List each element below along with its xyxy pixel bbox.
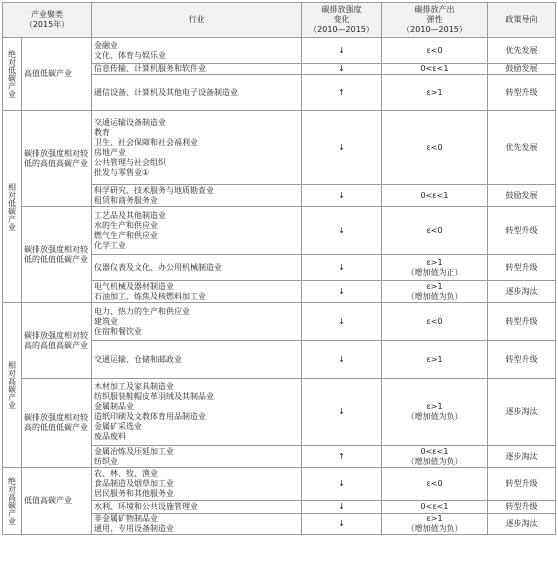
header-policy: 政策导向	[488, 3, 556, 38]
industry-cell: 交通运输、仓储和邮政业	[92, 341, 302, 379]
text-line: 水的生产和供应业	[94, 220, 159, 230]
industry-cell: 信息传输、计算机服务和软件业	[92, 64, 302, 75]
text-line: 非金属矿物制品业	[94, 514, 159, 523]
text-line: 卫生、社会保障和社会福利业	[94, 137, 199, 147]
text-line: （增加值为负）	[406, 456, 463, 466]
industry-cell	[92, 207, 302, 255]
intensity-cell: ↓	[302, 207, 382, 255]
text-line: 通用、专用设备制造业	[94, 524, 175, 533]
industry-cell	[92, 514, 302, 535]
elasticity-cell: 0<ε<1	[382, 185, 488, 207]
text-line: 建筑业	[94, 316, 119, 326]
text-line: 公共管理与社会组织	[94, 157, 167, 167]
elasticity-cell	[382, 514, 488, 535]
elasticity-cell: ε<0	[382, 468, 488, 501]
industry-cell	[92, 38, 302, 64]
text-line: （增加值为负）	[406, 412, 463, 421]
text-line: 房地产业	[94, 147, 127, 157]
text-line: 变化	[333, 15, 350, 24]
text-line: 电力、热力的生产和供应业	[94, 306, 191, 316]
subgroup-cell: 低值高碳产业	[22, 468, 92, 535]
text-line: 0<ε<1	[420, 446, 449, 456]
elasticity-cell: ε>1	[382, 341, 488, 379]
policy-cell: 逐步淘汰	[488, 514, 556, 535]
policy-cell: 逐步淘汰	[488, 446, 556, 468]
policy-cell: 转型升级	[488, 341, 556, 379]
text-line: 金属矿采选业	[94, 422, 143, 431]
intensity-cell: ↓	[302, 111, 382, 185]
table-row	[3, 468, 556, 501]
subgroup-cell: 碳排放强度相对较高的低值低碳产业	[22, 379, 92, 468]
group-cell-absolute-low-carbon: 绝对低碳产业	[3, 38, 22, 111]
text-line: 纺织业	[94, 456, 119, 466]
text-line: 科学研究、技术服务与地质勘查业	[94, 185, 215, 195]
policy-cell: 鼓励发展	[488, 185, 556, 207]
industry-cell	[92, 446, 302, 468]
industry-cell: 通信设备、计算机及其他电子设备制造业	[92, 75, 302, 111]
intensity-cell: ↓	[302, 501, 382, 514]
text-line: ε>1	[426, 257, 443, 267]
text-line: 纺织服装鞋帽皮革羽绒及其制品业	[94, 392, 215, 401]
table-row	[3, 38, 556, 64]
industry-cell	[92, 379, 302, 446]
intensity-cell: ↓	[302, 38, 382, 64]
text-line: 造纸印刷及文教体育用品制造业	[94, 412, 207, 421]
text-line: 金属冶炼及压延加工业	[94, 446, 175, 456]
elasticity-cell	[382, 379, 488, 446]
elasticity-cell	[382, 281, 488, 303]
text-line: ε>1	[426, 514, 443, 523]
intensity-cell: ↑	[302, 446, 382, 468]
text-line: 弹性	[426, 15, 443, 24]
table-row	[3, 207, 556, 255]
elasticity-cell: 0<ε<1	[382, 64, 488, 75]
text-line: 木材加工及家具制造业	[94, 382, 175, 391]
intensity-cell: ↓	[302, 281, 382, 303]
industry-cell	[92, 281, 302, 303]
text-line: 租赁和商务服务业	[94, 195, 159, 205]
text-line: （增加值为正）	[406, 267, 463, 277]
intensity-cell: ↓	[302, 185, 382, 207]
subgroup-cell: 高值低碳产业	[22, 38, 92, 111]
text-line: 产业聚类	[31, 10, 63, 19]
industry-cell	[92, 111, 302, 185]
group-cell-relative-low-carbon: 相对低碳产业	[3, 111, 22, 303]
intensity-cell: ↓	[302, 468, 382, 501]
elasticity-cell: ε<0	[382, 207, 488, 255]
table-row	[3, 303, 556, 341]
policy-cell: 优先发展	[488, 38, 556, 64]
policy-cell: 转型升级	[488, 303, 556, 341]
table-header-row	[3, 3, 556, 38]
text-line: 食品制造及烟草加工业	[94, 479, 175, 488]
text-line: 石油加工、炼焦及核燃料加工业	[94, 291, 207, 301]
industry-cell	[92, 303, 302, 341]
industry-policy-table	[2, 2, 556, 535]
header-industry: 行业	[92, 3, 302, 38]
policy-cell: 优先发展	[488, 111, 556, 185]
elasticity-cell: ε>1	[382, 75, 488, 111]
intensity-cell: ↓	[302, 303, 382, 341]
intensity-cell: ↓	[302, 379, 382, 446]
industry-cell: 水利、环境和公共设施管理业	[92, 501, 302, 514]
subgroup-cell: 碳排放强度相对较低的高值高碳产业	[22, 111, 92, 207]
group-cell-relative-high-carbon: 相对高碳产业	[3, 303, 22, 468]
intensity-cell: ↓	[302, 341, 382, 379]
text-line: （2010—2015）	[309, 25, 374, 34]
text-line: 碳排放强度	[321, 5, 362, 14]
policy-cell: 转型升级	[488, 468, 556, 501]
text-line: 化学工业	[94, 240, 127, 250]
text-line: 农、林、牧、渔业	[94, 469, 159, 478]
header-intensity	[302, 3, 382, 38]
intensity-cell: ↓	[302, 255, 382, 281]
industry-cell	[92, 185, 302, 207]
header-category	[3, 3, 92, 38]
text-line: 交通运输设备制造业	[94, 117, 167, 127]
text-line: 工艺品及其他制造业	[94, 210, 167, 220]
text-line: 碳排放产出	[414, 5, 455, 14]
subgroup-cell: 碳排放强度相对较低的低值低碳产业	[22, 207, 92, 303]
industry-cell: 仪器仪表及文化、办公用机械制造业	[92, 255, 302, 281]
text-line: 金属制品业	[94, 402, 135, 411]
elasticity-cell	[382, 255, 488, 281]
text-line: （2015年）	[24, 20, 70, 29]
text-line: ε>1	[426, 281, 443, 291]
policy-cell: 转型升级	[488, 255, 556, 281]
text-line: ε>1	[426, 402, 443, 411]
policy-cell: 逐步淘汰	[488, 281, 556, 303]
table-row	[3, 379, 556, 446]
industry-cell	[92, 468, 302, 501]
text-line: 居民服务和其他服务业	[94, 489, 175, 498]
elasticity-cell	[382, 446, 488, 468]
text-line: 燃气生产和供应业	[94, 230, 159, 240]
elasticity-cell: 0<ε<1	[382, 501, 488, 514]
policy-cell: 转型升级	[488, 207, 556, 255]
policy-cell: 转型升级	[488, 501, 556, 514]
text-line: （2010—2015）	[402, 25, 467, 34]
text-line: （增加值为负）	[406, 291, 463, 301]
text-line: 电气机械及器材制造业	[94, 281, 175, 291]
group-cell-absolute-high-carbon: 绝对高碳产业	[3, 468, 22, 535]
policy-cell: 鼓励发展	[488, 64, 556, 75]
text-line: 废品废料	[94, 432, 127, 441]
subgroup-cell: 碳排放强度相对较高的高值高碳产业	[22, 303, 92, 379]
intensity-cell: ↑	[302, 75, 382, 111]
policy-cell: 逐步淘汰	[488, 379, 556, 446]
policy-cell: 转型升级	[488, 75, 556, 111]
text-line: 文化、体育与娱乐业	[94, 50, 167, 60]
table-row	[3, 111, 556, 185]
text-line: 批发与零售业①	[94, 167, 150, 177]
intensity-cell: ↓	[302, 64, 382, 75]
text-line: 金融业	[94, 40, 119, 50]
header-elasticity	[382, 3, 488, 38]
text-line: 教育	[94, 127, 111, 137]
text-line: 住宿和餐饮业	[94, 326, 143, 336]
intensity-cell: ↓	[302, 514, 382, 535]
elasticity-cell: ε<0	[382, 303, 488, 341]
text-line: （增加值为负）	[406, 524, 463, 533]
elasticity-cell: ε<0	[382, 38, 488, 64]
elasticity-cell: ε<0	[382, 111, 488, 185]
